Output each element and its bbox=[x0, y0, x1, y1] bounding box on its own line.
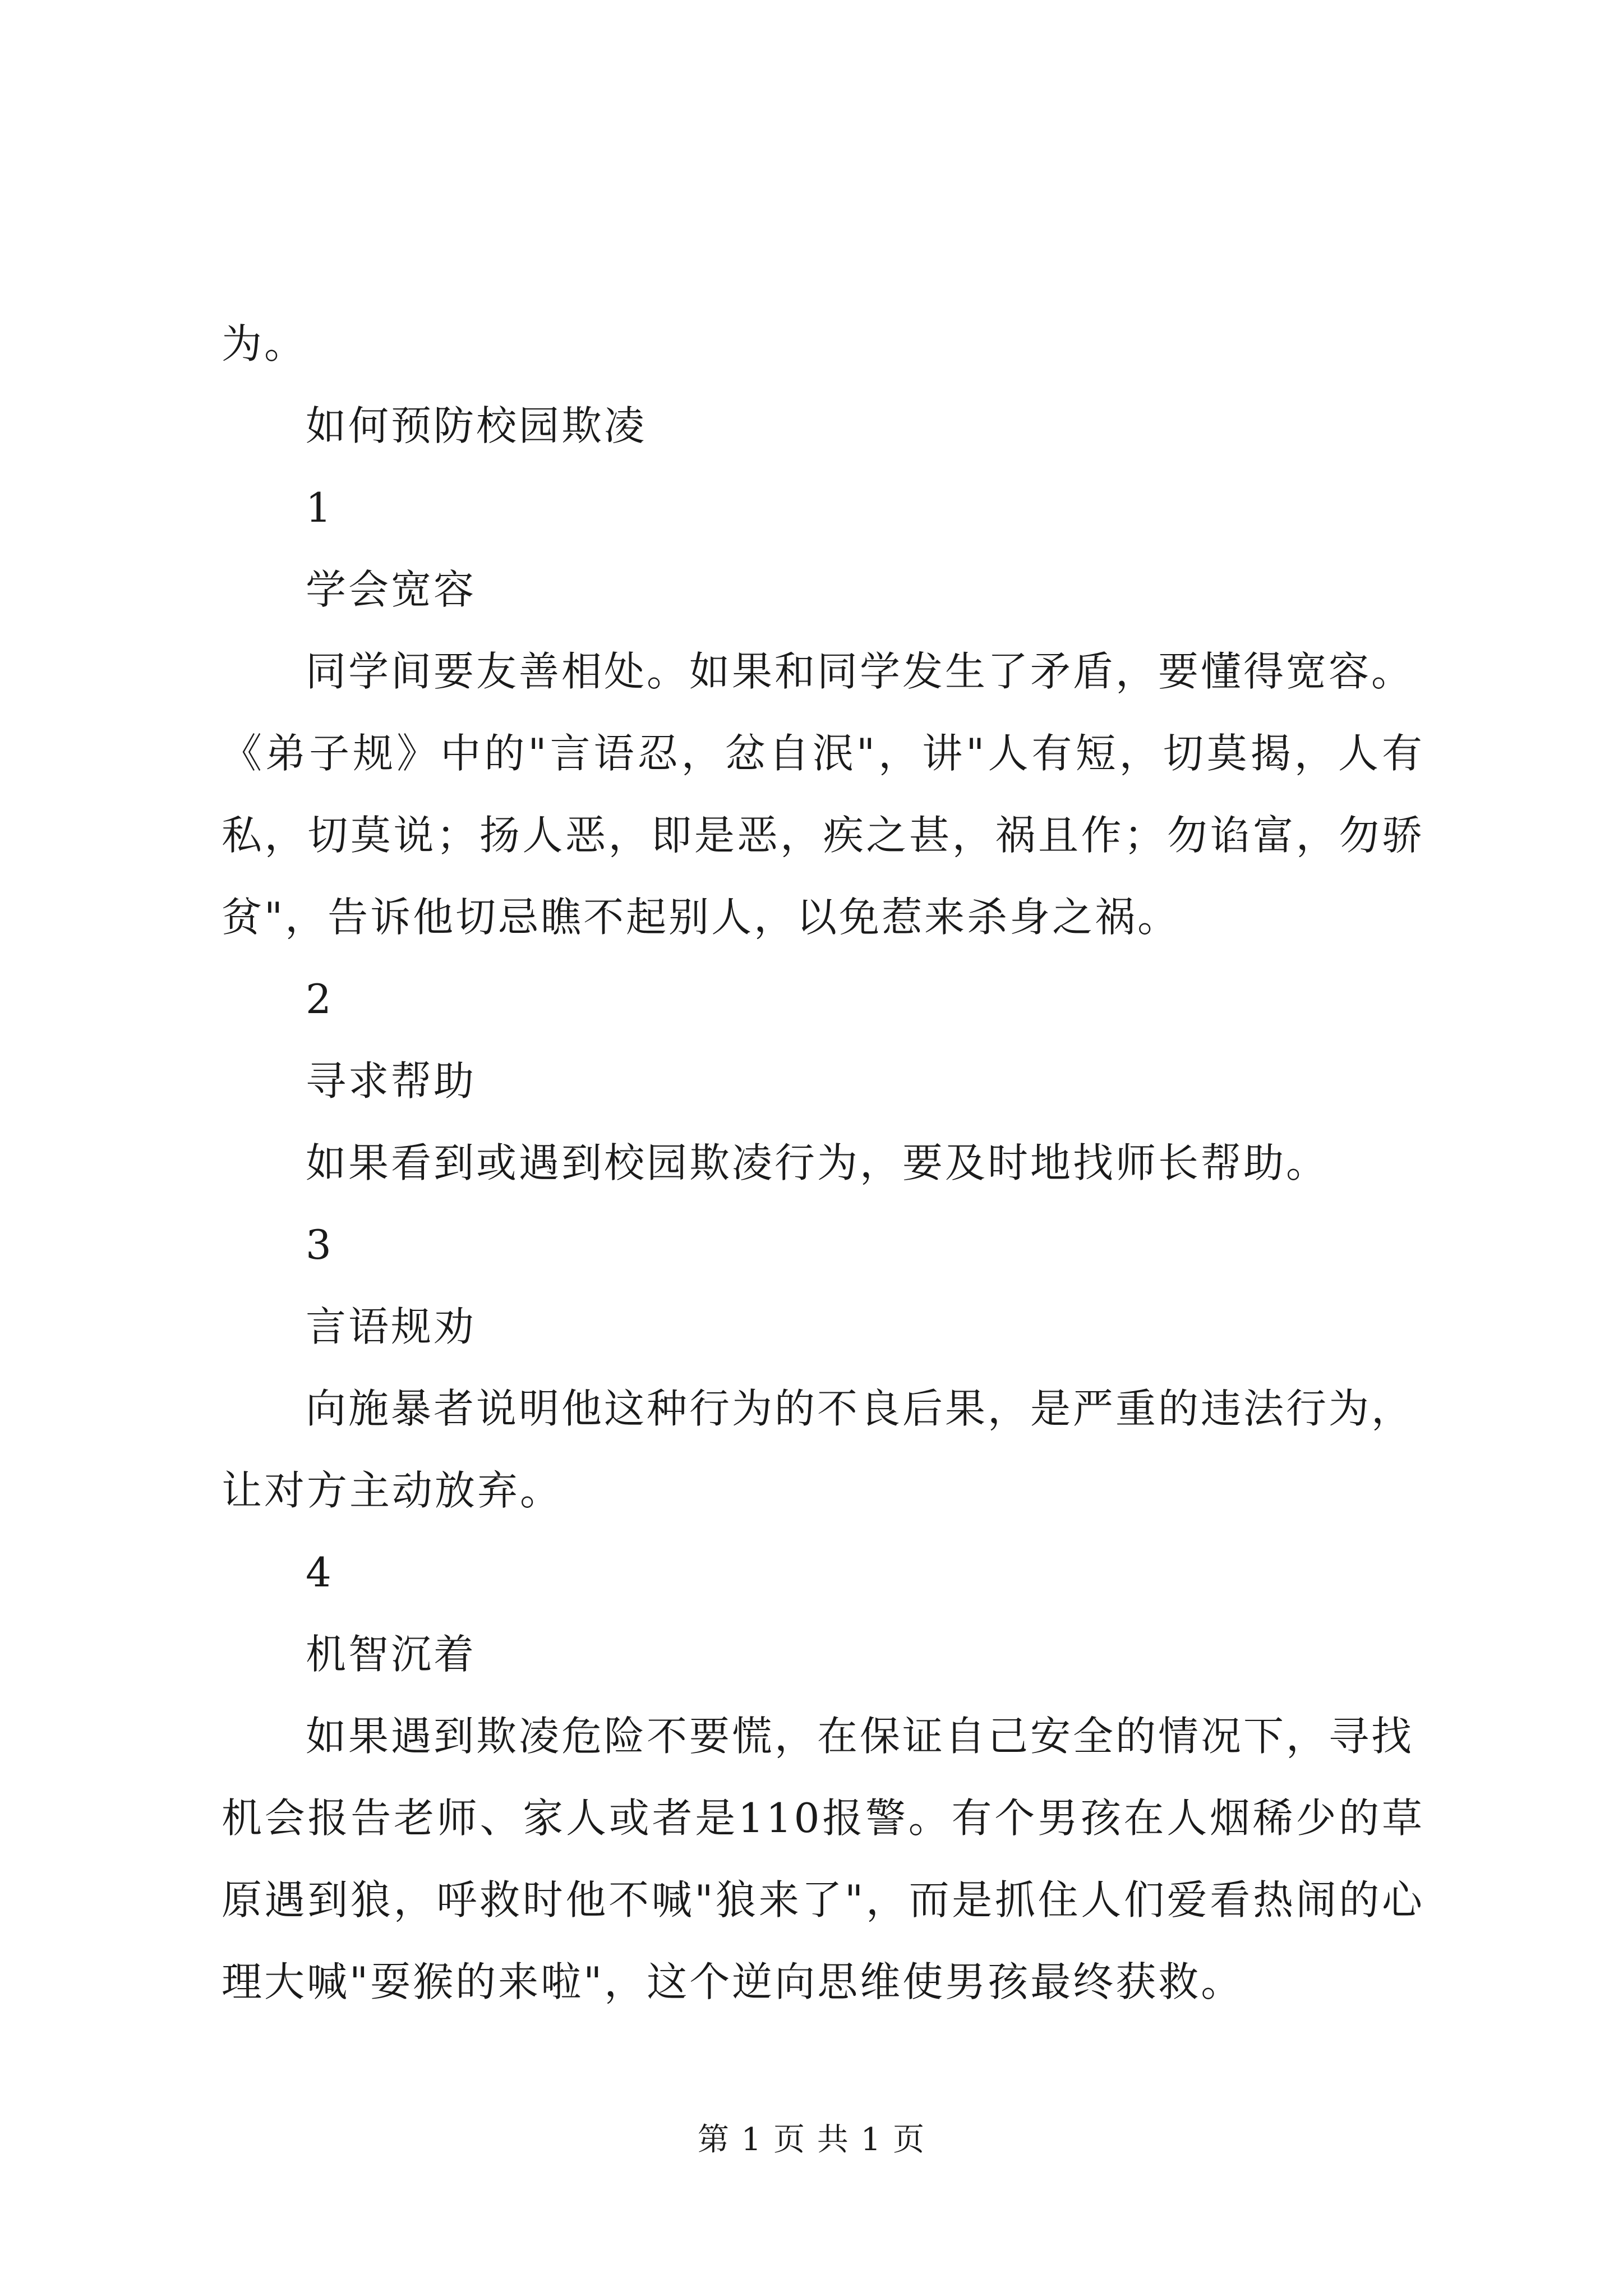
item-number: 1 bbox=[306, 484, 334, 531]
item-number: 3 bbox=[306, 1221, 334, 1268]
document-body bbox=[222, 303, 1424, 2023]
paragraph-line: 同学间要友善相处。如果和同学发生了矛盾，要懂得宽容。 bbox=[306, 648, 1414, 695]
item-heading: 机智沉着 bbox=[306, 1631, 477, 1678]
paragraph-line: 私，切莫说；扬人恶，即是恶，疾之甚，祸且作；勿谄富，勿骄 bbox=[222, 812, 1424, 859]
page-footer: 第 1 页 共 1 页 bbox=[697, 2122, 926, 2158]
paragraph-line: 理大喊"耍猴的来啦"，这个逆向思维使男孩最终获救。 bbox=[222, 1958, 1244, 2005]
paragraph-line: 原遇到狼，呼救时他不喊"狼来了"，而是抓住人们爱看热闹的心 bbox=[222, 1876, 1424, 1924]
paragraph-line: 为。 bbox=[222, 320, 307, 367]
section-heading: 如何预防校园欺凌 bbox=[306, 402, 647, 449]
item-number: 4 bbox=[306, 1549, 334, 1596]
paragraph-line: 如果遇到欺凌危险不要慌，在保证自己安全的情况下，寻找 bbox=[306, 1713, 1414, 1760]
paragraph-line: 《弟子规》中的"言语忍，忿自泯"，讲"人有短，切莫揭，人有 bbox=[222, 730, 1424, 777]
item-heading: 寻求帮助 bbox=[306, 1057, 477, 1105]
item-number: 2 bbox=[306, 976, 334, 1023]
paragraph-line: 向施暴者说明他这种行为的不良后果，是严重的违法行为， bbox=[306, 1385, 1414, 1432]
paragraph-line: 如果看到或遇到校园欺凌行为，要及时地找师长帮助。 bbox=[306, 1139, 1329, 1186]
paragraph-line: 让对方主动放弃。 bbox=[222, 1467, 563, 1514]
paragraph-line: 贫"，告诉他切忌瞧不起别人，以免惹来杀身之祸。 bbox=[222, 894, 1181, 941]
paragraph-line: 机会报告老师、家人或者是110报警。有个男孩在人烟稀少的草 bbox=[222, 1795, 1424, 1842]
item-heading: 学会宽容 bbox=[306, 566, 477, 613]
item-heading: 言语规劝 bbox=[306, 1303, 477, 1350]
